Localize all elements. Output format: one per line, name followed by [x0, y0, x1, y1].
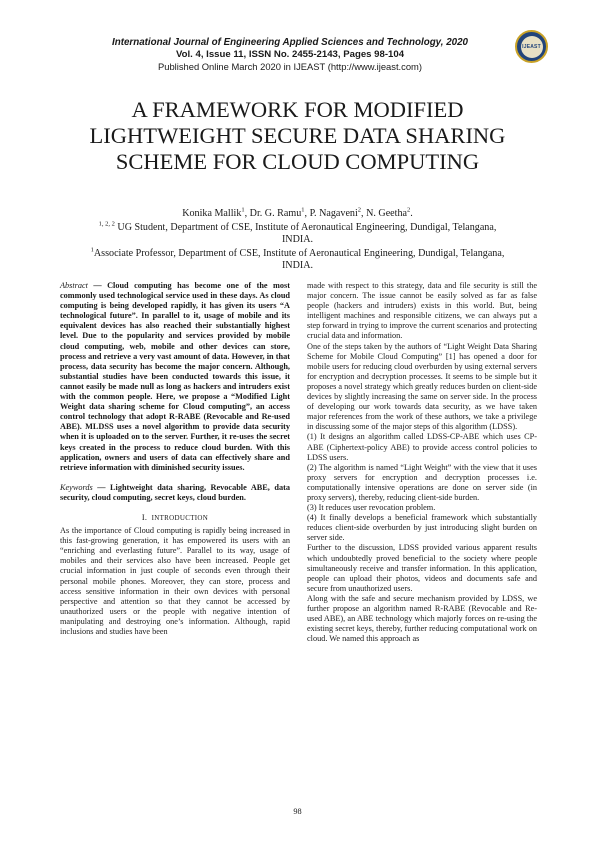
body-paragraph: made with respect to this strategy, data and file security is still the major concern. The issue cannot be easily solved as far as false people (hackers and intruders) exists in this world. But, being intelligent machines and responsible citizens, we can always put a step forward in trying to improve the current scenarios and protecting crucial data and information. [307, 281, 537, 341]
affiliation-country: INDIA. [281, 234, 314, 246]
title-line: LIGHTWEIGHT SECURE DATA SHARING [89, 123, 506, 148]
affiliation-country: INDIA. [281, 260, 314, 272]
body-paragraph: (2) The algorithm is named “Light Weight” with the view that it uses proxy servers for encryption and decryption processes i.e. computationally intensive operations are done on server side (in proxy servers), thereby, reducing client-side burden. [307, 462, 537, 502]
section-number: I. [141, 512, 148, 522]
journal-header [60, 37, 520, 73]
intro-paragraph: As the importance of Cloud computing is rapidly being increased in this fast-growing generation, it has empowered its users with an “enriching and everlasting future”. Parallel to its way, usage of mobiles and their services also have been increased. People get crucial information in just couple of seconds even through their personal mobile phones. Moreover, they can store, process and access sensitive information in their own devices with personal perspective and attention so that they cannot be accessed by unauthorized users or the people with negative intention of manipulating and destroying one’s information. Although, rapid inclusions and studies have been [60, 526, 290, 636]
affiliation-1: $^{1, 2, 2}$ UG Student, Department of CSE, Institute of Aeronautical Engineering, Dundigal, Telangana, INDIA. [60, 222, 535, 247]
body-paragraph: (1) It designs an algorithm called LDSS-CP-ABE which uses CP-ABE (Ciphertext-policy ABE) to provide access control policies to LDSS users. [307, 432, 537, 462]
section-heading-introduction [60, 513, 290, 523]
author-name: Konika Mallik [182, 208, 242, 219]
keywords: Keywords — Lightweight data sharing, Revocable ABE, data security, cloud computing, secret keys, cloud burden. [60, 482, 290, 502]
keywords-label: Keywords [60, 482, 93, 492]
journal-logo-text: IJEAST [522, 43, 541, 50]
left-column [60, 281, 290, 637]
author-names: Konika Mallik$^1$, Dr. G. Ramu$^1$, P. Nagaveni$^2$, N. Geetha$^2$. [182, 206, 413, 219]
journal-name: International Journal of Engineering Applied Sciences and Technology, 2020 [111, 37, 469, 48]
body-paragraph: Along with the safe and secure mechanism provided by LDSS, we further propose an algorithm named R-RABE (Revocable and Re-used ABE), an ABE technology which majorly forces on re-using the existing secret keys, thereby, further reducing computational work on cloud. We named this approach as [307, 593, 537, 644]
author-block [60, 208, 535, 273]
journal-publication-info: Published Online March 2020 in IJEAST (http://www.ijeast.com) [157, 61, 422, 72]
right-column [307, 281, 537, 644]
journal-logo [515, 30, 548, 63]
body-paragraph: (3) It reduces user revocation problem. [307, 503, 436, 513]
journal-issue: Vol. 4, Issue 11, ISSN No. 2455-2143, Pages 98-104 [175, 49, 405, 60]
body-paragraph: One of the steps taken by the authors of “Light Weight Data Sharing Scheme for Mobile Cloud Computing” [1] has opened a door for mobile users for reducing cloud overburden by using external servers for encryption and decryption processes. It seems to be simple but it proposes a novel strategy which greatly reduces burden on client-side devices by slightly increasing the same on server side. In the process of developing our work towards data security, as we have taken major references from the work of these authors, we take a privilege in discussing some of the major steps of this algorithm (LDSS). [307, 341, 537, 432]
author-name: Dr. G. Ramu [249, 208, 302, 219]
body-paragraph: (4) It finally develops a beneficial framework which substantially reduces client-side overburden by just introducing slight burden on server side. [307, 513, 537, 543]
author-sup: 1 [301, 206, 305, 214]
body-paragraph: Further to the discussion, LDSS provided various apparent results which undoubtedly proved beneficial to the society where people simultaneously receive and transfer information. In this application, people can upload their photos, videos and documents safe and secure from unauthorized users. [307, 543, 537, 593]
abstract: Abstract — Cloud computing has become one of the most commonly used technological service used in these days. As cloud computing is being developed rapidly, it has given its users “A technological future”. In parallel to it, usage of mobile and its equivalent devices has also reached their substantially highest level. Due to the popularity and services provided by mobile cloud computing, web, mobile and other devices can store, process and retrieve a very vast amount of data. However, in that process, data security has become the major concern. Although, substantial studies have been conducted towards this issue, it cannot easily be made null as long as hackers and intruders exist with the common people. Here, we propose a “Modified Light Weight data sharing scheme for Cloud computing”, an access control technology that adopt R-RABE (Revocable and Re-used ABE). MLDSS uses a novel algorithm to provide data security when it is uploaded on to the server. Further, it re-uses the secret keys created in the process to reduce cloud burden. With this application, owners and users of data can effectively share and retrieve information with diminished security issues. [60, 281, 290, 472]
page-number: 98 [293, 807, 302, 816]
author-name: P. Nagaveni [309, 208, 358, 219]
title-line: SCHEME FOR CLOUD COMPUTING [115, 149, 480, 174]
affiliation-sup: 1 [90, 246, 94, 254]
title-line: A FRAMEWORK FOR MODIFIED [131, 97, 464, 122]
author-name: N. Geetha [366, 208, 407, 219]
abstract-text: Cloud computing has become one of the most commonly used technological service used in these days. As cloud computing is being developed rapidly, it has given its users “A technological future”. In parallel to it, usage of mobile and its equivalent devices has also reached their substantially highest level. Due to the popularity and services provided by mobile cloud computing, web, mobile and other devices can store, process and retrieve a very vast amount of data. However, in that process, data security has become the major concern. Although, substantial studies have been conducted towards this issue, it cannot easily be made null as long as hackers and intruders exist with the common people. Here, we propose a “Modified Light Weight data sharing scheme for Cloud computing”, an access control technology that adopt R-RABE (Revocable and Re-used ABE). MLDSS uses a novel algorithm to provide data security when it is uploaded on to the server. Further, it re-uses the secret keys created in the process to reduce cloud burden. With this application, owners and users of data can effectively share and retrieve information with diminished security issues. [60, 281, 290, 472]
author-sup: 2 [407, 206, 411, 214]
paper-title [40, 97, 555, 175]
affiliation-sup: 1, 2, 2 [98, 220, 115, 228]
author-sup: 1 [241, 206, 245, 214]
section-title: INTRODUCTION [151, 513, 209, 522]
affiliation-2: $^1$Associate Professor, Department of CSE, Institute of Aeronautical Engineering, Dundigal, Telangana, INDIA. [60, 248, 535, 273]
abstract-label: Abstract [60, 281, 88, 290]
author-sup: 2 [357, 206, 362, 214]
keywords-text: Lightweight data sharing, Revocable ABE, data security, cloud computing, secret keys, cloud burden. [60, 482, 290, 502]
